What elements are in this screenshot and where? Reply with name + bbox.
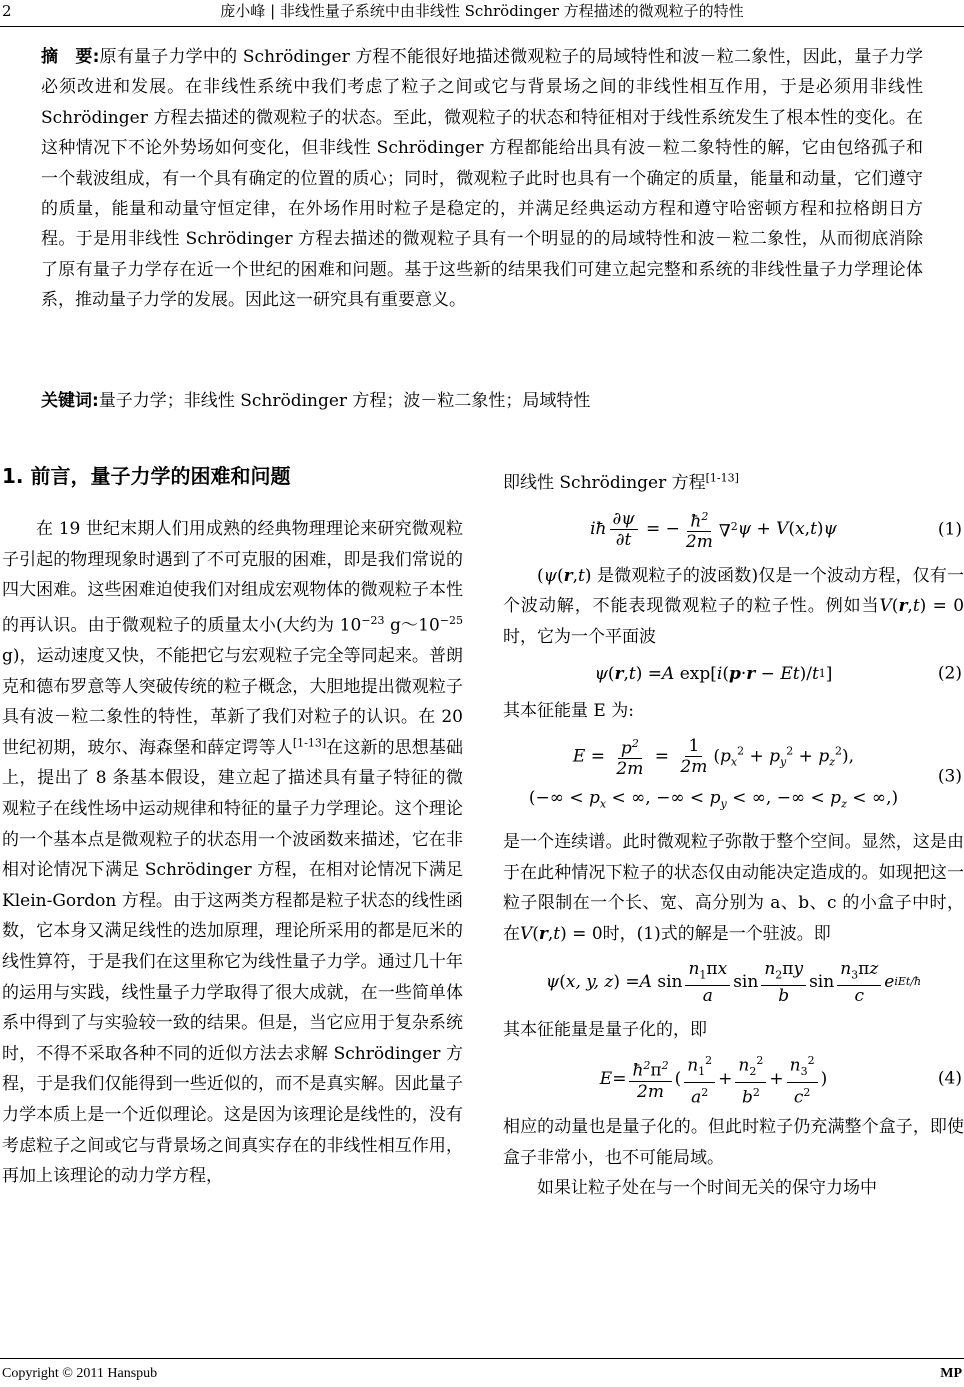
standing-wave-equation: ψ ( x, y, z ) = A sin $\frac{n_1\pi x}{a}$ sin $\frac{n_2\pi y}{b}$ sin $\frac{n_3\pi z}{c}$ e iEt/ħ xyxy=(545,958,922,1007)
wavefunction-paragraph: (ψ(r,t) 是微观粒子的波函数)仅是一个波动方程，仅有一个波动解，不能表现微观粒子的粒子性。例如当V(r,t) = 0时，它为一个平面波 xyxy=(503,565,964,647)
momentum-paragraph: 相应的动量也是量子化的。但此时粒子仍充满整个盒子，即使盒子非常小，也不可能局域。 xyxy=(503,1116,964,1168)
equation-1: iħ $\frac{\partial\psi}{\partial t}$ = − $\frac{ħ^2}{2m}$ ∇$^2$ ψ + V ( x , t ) ψ (1) xyxy=(503,499,964,561)
running-title: 庞小峰 | 非线性量子系统中由非线性 Schrödinger 方程描述的微观粒子的特性 xyxy=(220,2,744,20)
eigen-energy-intro: 其本征能量 E 为: xyxy=(503,701,634,722)
equation-number: (4) xyxy=(937,1068,962,1089)
keywords-label: 关键词: xyxy=(41,391,99,411)
quantized-intro: 其本征能量是量子化的，即 xyxy=(503,1020,707,1041)
closing-paragraph: 如果让粒子处在与一个时间无关的保守力场中 xyxy=(537,1178,877,1199)
box-paragraph: 是一个连续谱。此时微观粒子弥散于整个空间。显然，这是由于在此种情况下粒子的状态仅由动能决定造成的。如现把这一粒子限制在一个长、宽、高分别为 a、b、c 的小盒子中时，在V(r,t) = 0时，(1)式的解是一个驻波。即 xyxy=(503,831,964,944)
equation-number: (3) xyxy=(937,766,962,787)
abstract-text: 原有量子力学中的 Schrödinger 方程不能很好地描述微观粒子的局域特性和波－粒二象性，因此，量子力学必须改进和发展。在非线性系统中我们考虑了粒子之间或它与背景场之间的非线性相互作用，于是必须用非线性 Schrödinger 方程去描述的微观粒子的状态。至此，微观粒子的状态和特征相对于线性系统发生了根本性的变化。在这种情况下不论外势场如何变化，但非线性 Schrödinger 方程都能给出具有波－粒二象特性的解，它由包络孤子和一个载波组成，有一个具有确定的位置的质心；同时，微观粒子此时也具有一个确定的质量，能量和动量，它们遵守的质量，能量和动量守恒定律，在外场作用时粒子是稳定的，并满足经典运动方程和遵守哈密顿方程和拉格朗日方程。于是用非线性 Schrödinger 方程去描述的微观粒子具有一个明显的的局域特性和波－粒二象性，从而彻底消除了原有量子力学存在近一个世纪的困难和问题。基于这些新的结果我们可建立起完整和系统的非线性量子力学理论体系，推动量子力学的发展。因此这一研究具有重要意义。 xyxy=(41,47,923,311)
copyright: Copyright © 2011 Hanspub xyxy=(2,1366,158,1381)
keywords xyxy=(41,386,923,416)
equation-number: (1) xyxy=(937,519,962,540)
page-number: 2 xyxy=(2,2,12,20)
equation-3: E = $\frac{p^2}{2m}$ = $\frac{1}{2m}$ $(p_x^2 + p_y^2 + p_z^2)$, (−∞ < $p_x$ < ∞, −∞ < $p_y$ < ∞, −∞ < $p_z$ < ∞,) (3) xyxy=(503,727,964,827)
citation: [1-13] xyxy=(705,471,739,485)
citation: [1-13] xyxy=(292,736,327,750)
equation-2: ψ ( r , t ) = A exp[ i ( p · r − Et )/ t 1 ] (2) xyxy=(503,652,964,696)
journal-abbrev: MP xyxy=(940,1366,962,1381)
page-header xyxy=(0,0,964,27)
right-column xyxy=(503,468,964,1204)
intro-paragraph: 在 19 世纪末期人们用成熟的经典物理理论来研究微观粒子引起的物理现象时遇到了不可克服的困难，即是我们常说的四大困难。这些困难迫使我们对组成宏观物体的微观粒子本性的再认识。由于微观粒子的质量太小(大约为 $10^{-23}$ $g\sim 10^{-25}$ g)，运动速度又快，不能把它与宏观粒子完全等同起来。普朗克和德布罗意等人突破传统的粒子概念，大胆地提出微观粒子具有波－粒二象性的特性，革新了我们对粒子的认识。在 20 世纪初期，玻尔、海森堡和薛定谔等人[1-13]在这新的思想基础上，提出了 8 条基本假设，建立起了描述具有量子特征的微观粒子在线性场中运动规律和特征的量子力学理论。这个理论的一个基本点是微观粒子的状态用一个波函数来描述，它在非相对论情况下满足 Schrödinger 方程，在相对论情况下满足 Klein-Gordon 方程。由于这两类方程都是粒子状态的线性函数，它本身又满足线性的迭加原理，理论所采用的都是厄米的线性算符，于是我们在这里称它为线性量子力学。通过几十年的运用与实践，线性量子力学取得了很大成就，在一些简单体系中得到了与实验较一致的结果。但是，当它应用于复杂系统时，不得不采取各种不同的近似方法去求解 Schrödinger 方程，于是我们仅能得到一些近似的，而不是真实解。因此量子力学本质上是一个近似理论。这是因为该理论是线性的，没有考虑粒子之间或它与背景场之间真实存在的非线性相互作用，再加上该理论的动力学方程， xyxy=(2,519,464,1187)
page-footer xyxy=(0,1358,964,1387)
eq1-intro: 即线性 Schrödinger 方程[1-13] xyxy=(503,471,739,493)
abstract xyxy=(41,42,923,316)
abstract-label: 摘 要: xyxy=(41,47,100,67)
left-column xyxy=(2,462,463,1192)
section-title: 1. 前言，量子力学的困难和问题 xyxy=(2,464,291,488)
equation-4: E = $\frac{ħ^2\pi^2}{2m}$ ( $\frac{n_1^2}{a^2}$ + $\frac{n_2^2}{b^2}$ + $\frac{n_3^2}{c^2}$ ) (4) xyxy=(503,1046,964,1112)
equation-number: (2) xyxy=(937,664,962,685)
keywords-text: 量子力学；非线性 Schrödinger 方程；波－粒二象性；局域特性 xyxy=(98,391,591,411)
